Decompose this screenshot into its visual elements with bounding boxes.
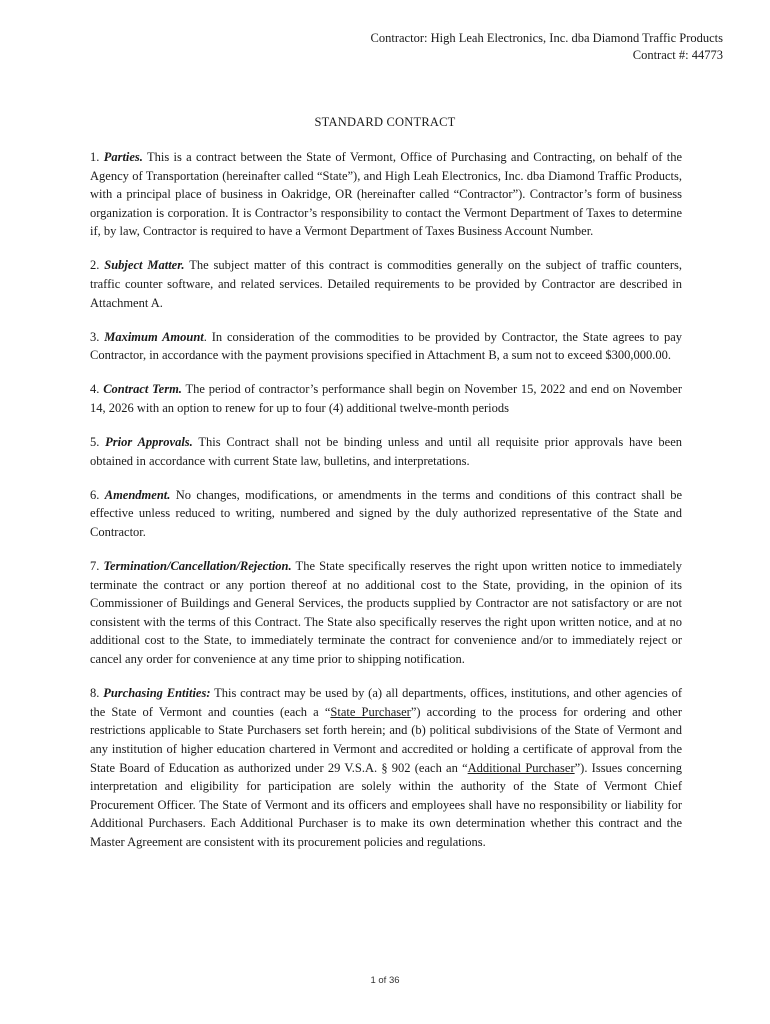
section-text: The period of contractor’s performance shall begin on November 15, 2022 and end on November 14, 2026 with an option to renew for up to four (4) additional twelve-month periods bbox=[90, 382, 682, 416]
section-text: . In consideration of the commodities to be provided by Contractor, the State agrees to pay Contractor, in accordance with the payment provisions specified in Attachment B, a sum not to exceed $300,000.00. bbox=[90, 329, 682, 363]
section-text: No changes, modifications, or amendments in the terms and conditions of this contract shall be effective unless reduced to writing, numbered and signed by the duly authorized representative of the State and Contractor. bbox=[90, 487, 683, 539]
defined-term-additional-purchaser: Additional Purchaser bbox=[467, 760, 575, 775]
header-contract-number: Contract #: 44773 bbox=[632, 48, 723, 62]
section-maximum-amount: 3. Maximum Amount. In consideration of the commodities to be provided by Contractor, the State agrees to pay Contractor, in accordance with the payment provisions specified in Attachment B, a sum not to exceed $300,000.00. bbox=[90, 329, 682, 363]
section-contract-term: 4. Contract Term. The period of contractor’s performance shall begin on November 15, 2022 and end on November 14, 2026 with an option to renew for up to four (4) additional twelve-month periods bbox=[90, 382, 682, 416]
section-amendment: 6. Amendment. No changes, modifications, or amendments in the terms and conditions of this contract shall be effective unless reduced to writing, numbered and signed by the duly authorized representative of the State and Contractor. bbox=[90, 487, 683, 539]
section-text: This is a contract between the State of Vermont, Office of Purchasing and Contracting, on behalf of the Agency of Transportation (hereinafter called “State”), and High Leah Electronics, Inc. dba Diamond Traffic Products, with a principal place of business in Oakridge, OR (hereinafter called “Contractor”). Contractor’s form of business organization is corporation. It is Contractor’s responsibility to contact the Vermont Department of Taxes to determine if, by law, Contractor is required to have a Vermont Department of Taxes Business Account Number. bbox=[90, 150, 683, 239]
section-text: The subject matter of this contract is commodities generally on the subject of traffic counters, traffic counter software, and related services. Detailed requirements to be provided by Contractor are described in Attachment A. bbox=[90, 258, 682, 310]
section-prior-approvals: 5. Prior Approvals. This Contract shall not be binding unless and until all requisite prior approvals have been obtained in accordance with current State law, bulletins, and interpretations. bbox=[90, 435, 682, 468]
section-parties: 1. Parties. This is a contract between the State of Vermont, Office of Purchasing and Contracting, on behalf of the Agency of Transportation (hereinafter called “State”), and High Leah Electronics, Inc. dba Diamond Traffic Products, with a principal place of business in Oakridge, OR (hereinafter called “Contractor”). Contractor’s form of business organization is corporation. It is Contractor’s responsibility to contact the Vermont Department of Taxes to determine if, by law, Contractor is required to have a Vermont Department of Taxes Business Account Number. bbox=[90, 150, 683, 239]
section-heading: Purchasing Entities: bbox=[103, 686, 211, 701]
section-text: ”) according to the process for ordering and other restrictions applicable to State Purchasers set forth herein; and (b) political subdivisions of the State of Vermont and any institution of higher education chartered in Vermont and accredited or holding a certificate of approval from the State Board of Education as authorized under 29 V.S.A. § 902 (each an “ bbox=[90, 704, 682, 775]
defined-term-state-purchaser: State Purchaser bbox=[330, 704, 411, 719]
section-text: ”). Issues concerning interpretation and eligibility for participation are solely within the authority of the State of Vermont Chief Procurement Officer. The State of Vermont and its officers and employees shall have no responsibility or liability for Additional Purchasers. Each Additional Purchaser is to make its own determination whether this contract and the Master Agreement are consistent with its procurement policies and regulations. bbox=[90, 760, 682, 849]
contract-body bbox=[90, 148, 682, 867]
section-termination: 7. Termination/Cancellation/Rejection. The State specifically reserves the right upon written notice to immediately terminate the contract or any portion thereof at no additional cost to the State, providing, in the opinion of its Commissioner of Buildings and General Services, the products supplied by Contractor are not satisfactory or are not consistent with the terms of this Contract. The State also specifically reserves the right upon written notice, and at no additional cost to the State, to immediately terminate the contract for convenience and/or to immediately reject or cancel any order for convenience at any time prior to shipping notification. bbox=[90, 559, 683, 667]
section-heading: Subject Matter. bbox=[104, 258, 185, 273]
header-contractor: Contractor: High Leah Electronics, Inc. dba Diamond Traffic Products bbox=[370, 31, 723, 45]
section-purchasing-entities: 8. Purchasing Entities: This contract may be used by (a) all departments, offices, institutions, and other agencies of the State of Vermont and counties (each a “State Purchaser”) according to the process for ordering and other restrictions applicable to State Purchasers set forth herein; and (b) political subdivisions of the State of Vermont and any institution of higher education chartered in Vermont and accredited or holding a certificate of approval from the State Board of Education as authorized under 29 V.S.A. § 902 (each an “Additional Purchaser”). Issues concerning interpretation and eligibility for participation are solely within the authority of the State of Vermont Chief Procurement Officer. The State of Vermont and its officers and employees shall have no responsibility or liability for Additional Purchasers. Each Additional Purchaser is to make its own determination whether this contract and the Master Agreement are consistent with its procurement policies and regulations. bbox=[90, 686, 682, 849]
section-heading: Parties. bbox=[103, 150, 143, 164]
document-title: STANDARD CONTRACT bbox=[314, 115, 456, 129]
contract-header bbox=[371, 30, 723, 64]
section-heading: Prior Approvals. bbox=[105, 435, 193, 450]
page-number: 1 of 36 bbox=[370, 975, 400, 986]
section-text: This Contract shall not be binding unless and until all requisite prior approvals have been obtained in accordance with current State law, bulletins, and interpretations. bbox=[90, 435, 682, 468]
section-text: This contract may be used by (a) all departments, offices, institutions, and other agencies of the State of Vermont and counties (each a “ bbox=[90, 686, 682, 719]
section-text: The State specifically reserves the right upon written notice to immediately terminate the contract or any portion thereof at no additional cost to the State, providing, in the opinion of its Commissioner of Buildings and General Services, the products supplied by Contractor are not satisfactory or are not consistent with the terms of this Contract. The State also specifically reserves the right upon written notice, and at no additional cost to the State, to immediately terminate the contract for convenience and/or to immediately reject or cancel any order for convenience at any time prior to shipping notification. bbox=[90, 559, 683, 667]
section-subject-matter: 2. Subject Matter. The subject matter of this contract is commodities generally on the subject of traffic counters, traffic counter software, and related services. Detailed requirements to be provided by Contractor are described in Attachment A. bbox=[90, 258, 682, 310]
section-heading: Maximum Amount bbox=[104, 329, 204, 344]
section-heading: Termination/Cancellation/Rejection. bbox=[103, 559, 292, 574]
section-heading: Amendment. bbox=[104, 487, 171, 502]
section-heading: Contract Term. bbox=[103, 382, 182, 397]
